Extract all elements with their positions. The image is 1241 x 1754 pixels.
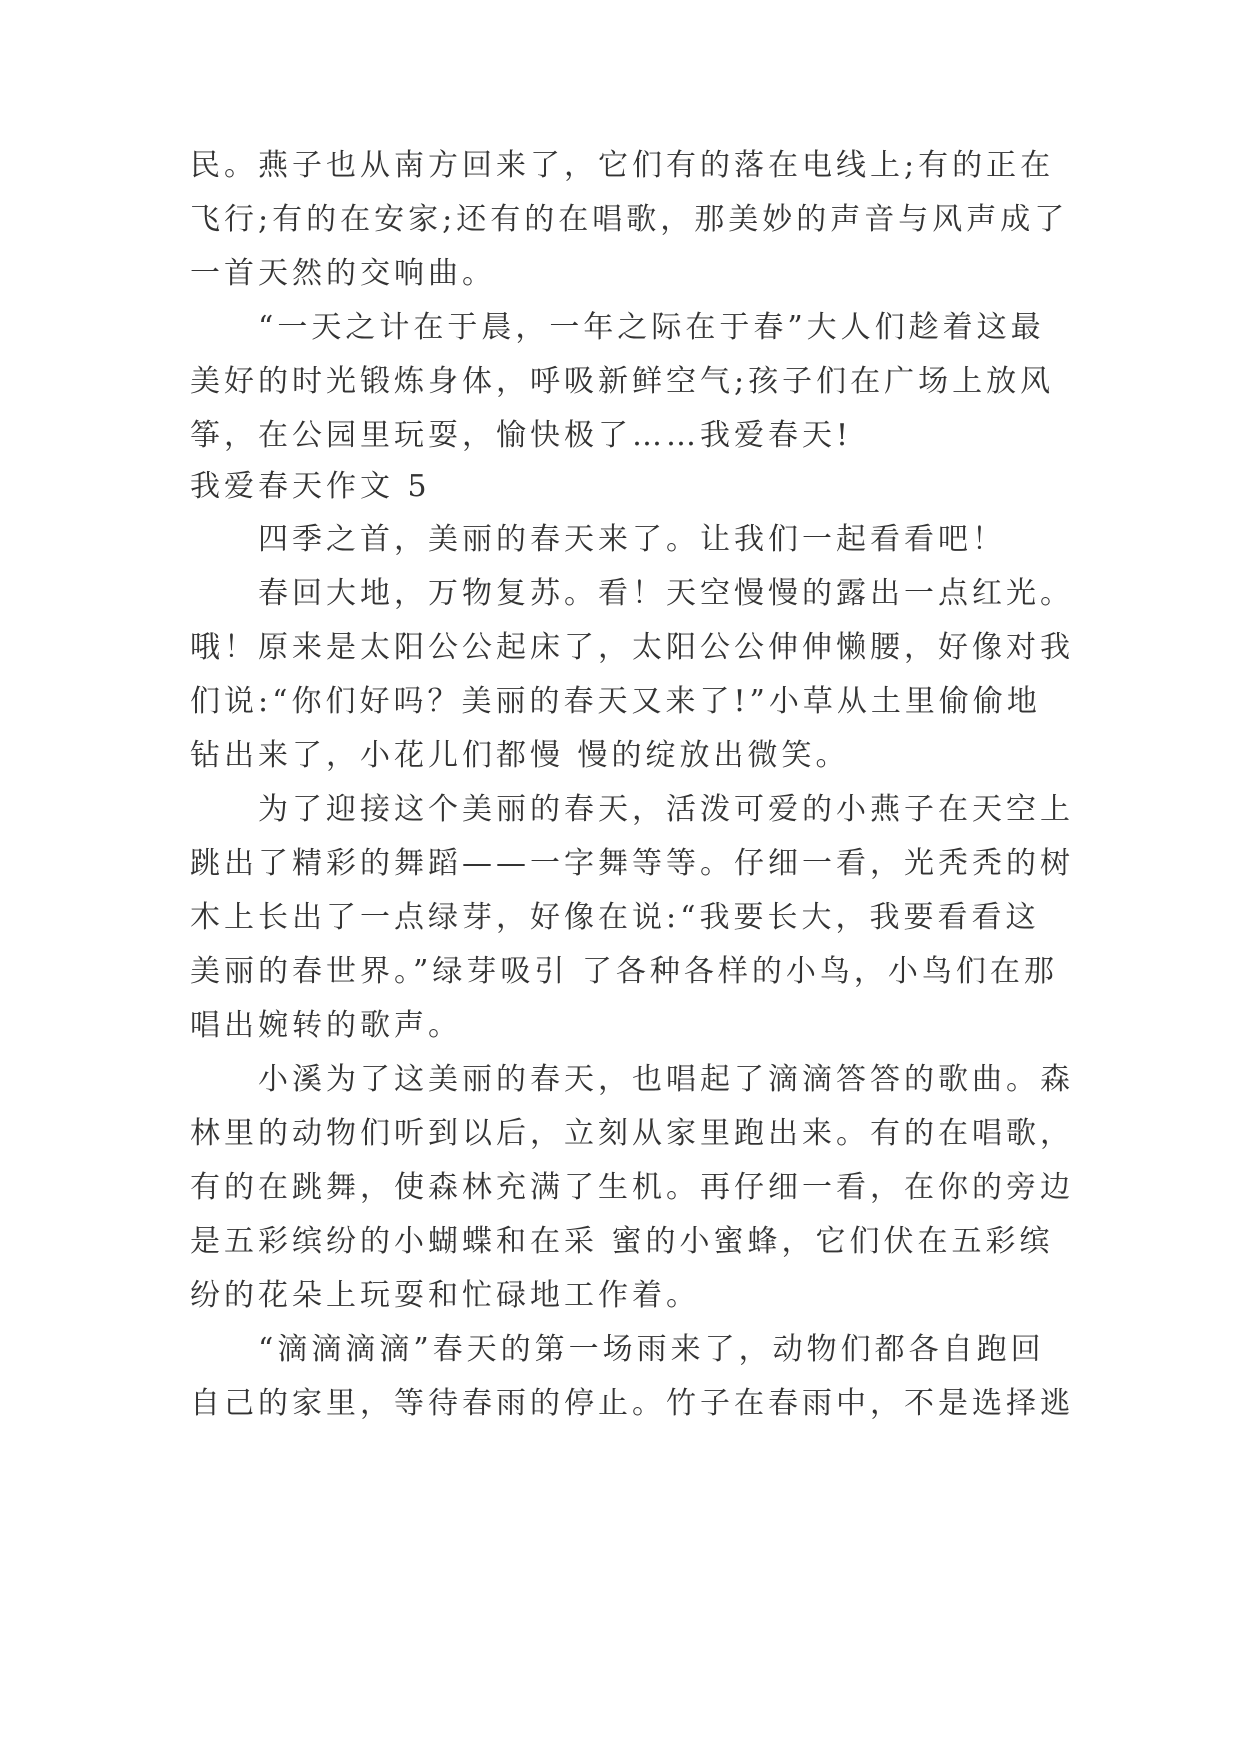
text-line: 为了迎接这个美丽的春天，活泼可爱的小燕子在天空上 [258, 792, 1074, 827]
text-line: 是五彩缤纷的小蝴蝶和在采 蜜的小蜜蜂，它们伏在五彩缤 [190, 1224, 1054, 1259]
text-line: 飞行;有的在安家;还有的在唱歌，那美妙的声音与风声成了 [190, 202, 1069, 237]
text-line: 纷的花朵上玩耍和忙碌地工作着。 [190, 1278, 700, 1313]
text-line: “一天之计在于晨，一年之际在于春”大人们趁着这最 [258, 310, 1045, 345]
text-line: 哦！原来是太阳公公起床了，太阳公公伸伸懒腰，好像对我 [190, 630, 1074, 665]
text-line: 木上长出了一点绿芽，好像在说:“我要长大，我要看看这 [190, 900, 1040, 935]
text-line: 林里的动物们听到以后，立刻从家里跑出来。有的在唱歌， [190, 1116, 1074, 1151]
text-line: “滴滴滴滴”春天的第一场雨来了，动物们都各自跑回 [258, 1332, 1045, 1367]
text-line: 民。燕子也从南方回来了，它们有的落在电线上;有的正在 [190, 148, 1055, 183]
section-heading: 我爱春天作文 5 [190, 469, 431, 504]
text-line: 唱出婉转的歌声。 [190, 1008, 462, 1043]
text-line: 有的在跳舞，使森林充满了生机。再仔细一看，在你的旁边 [190, 1170, 1074, 1205]
text-line: 小溪为了这美丽的春天，也唱起了滴滴答答的歌曲。森 [258, 1062, 1074, 1097]
text-line: 一首天然的交响曲。 [190, 256, 496, 291]
text-line: 跳出了精彩的舞蹈——一字舞等等。仔细一看，光秃秃的树 [190, 846, 1074, 881]
text-line: 美丽的春世界。”绿芽吸引 了各种各样的小鸟，小鸟们在那 [190, 954, 1058, 989]
text-line: 们说:“你们好吗？美丽的春天又来了!”小草从土里偷偷地 [190, 684, 1041, 719]
text-line: 美好的时光锻炼身体，呼吸新鲜空气;孩子们在广场上放风 [190, 364, 1055, 399]
text-line: 筝，在公园里玩耍，愉快极了……我爱春天! [190, 418, 853, 453]
text-line: 春回大地，万物复苏。看！天空慢慢的露出一点红光。 [258, 576, 1074, 611]
text-line: 自己的家里，等待春雨的停止。竹子在春雨中，不是选择逃 [190, 1386, 1074, 1421]
text-line: 钻出来了，小花儿们都慢 慢的绽放出微笑。 [190, 738, 850, 773]
text-line: 四季之首，美丽的春天来了。让我们一起看看吧！ [258, 522, 1006, 557]
